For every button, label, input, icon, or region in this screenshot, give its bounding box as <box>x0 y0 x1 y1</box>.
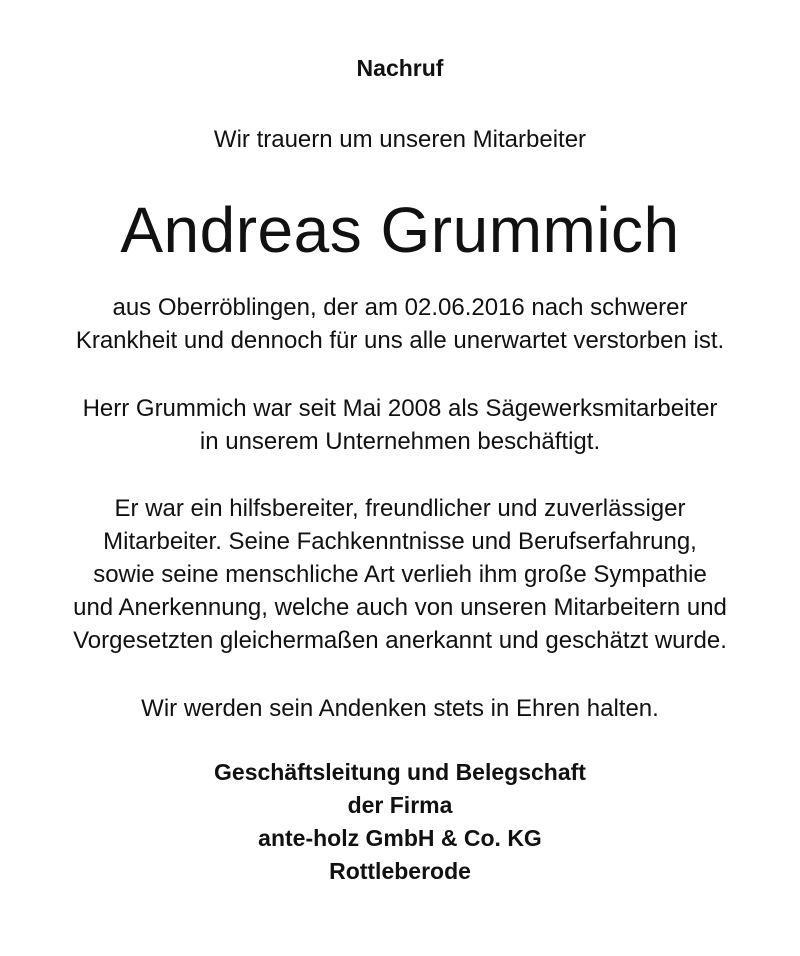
paragraph-line: Herr Grummich war seit Mai 2008 als Sägewerksmitarbeiter <box>82 395 718 422</box>
paragraph-line: Er war ein hilfsbereiter, freundlicher und zuverlässiger <box>114 495 686 522</box>
heading: Nachruf <box>356 55 444 81</box>
signature-line: Geschäftsleitung und Belegschaft <box>214 759 586 785</box>
signature-line: Rottleberode <box>329 858 471 884</box>
intro-text: Wir trauern um unseren Mitarbeiter <box>213 126 587 153</box>
paragraph-line: Krankheit und dennoch für uns alle unerwartet verstorben ist. <box>75 327 725 354</box>
closing-text: Wir werden sein Andenken stets in Ehren halten. <box>141 695 659 722</box>
paragraph-line: Mitarbeiter. Seine Fachkenntnisse und Berufserfahrung, <box>103 528 697 555</box>
signature-line: ante-holz GmbH & Co. KG <box>258 825 542 851</box>
signature-line: der Firma <box>347 792 453 818</box>
paragraph-line: aus Oberröblingen, der am 02.06.2016 nach schwerer <box>112 294 688 321</box>
paragraph-line: und Anerkennung, welche auch von unseren Mitarbeitern und <box>73 594 727 621</box>
paragraph-line: sowie seine menschliche Art verlieh ihm große Sympathie <box>93 561 707 588</box>
paragraph-line: in unserem Unternehmen beschäftigt. <box>199 428 601 455</box>
deceased-name: Andreas Grummich <box>120 194 680 266</box>
paragraph-line: Vorgesetzten gleichermaßen anerkannt und geschätzt wurde. <box>73 627 727 654</box>
